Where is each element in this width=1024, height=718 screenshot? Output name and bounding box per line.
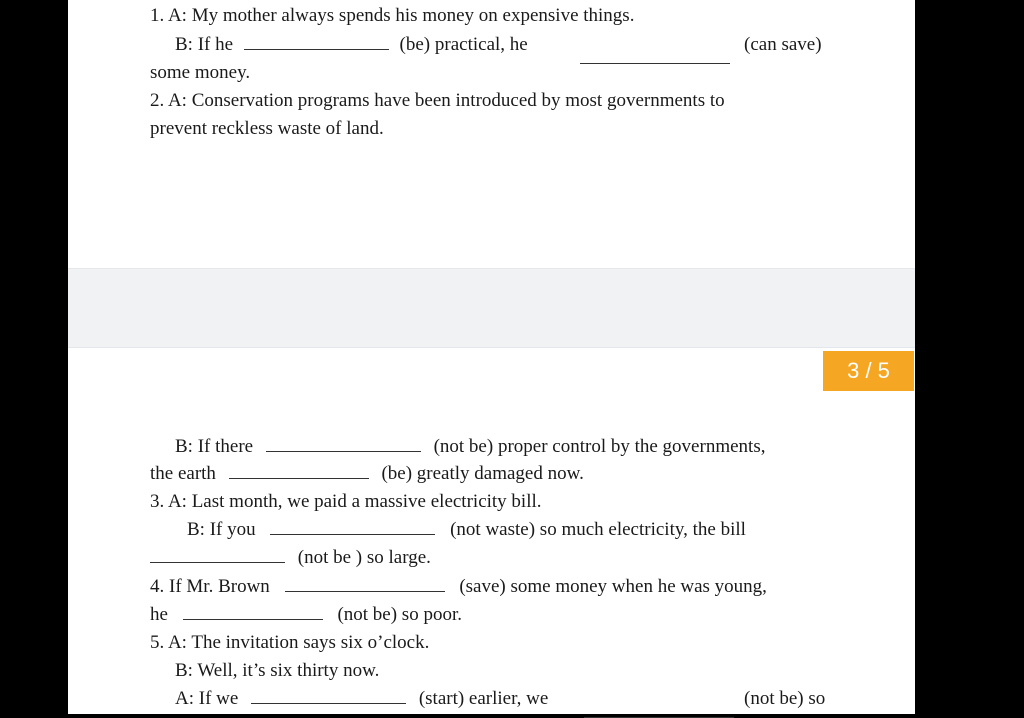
q3-b-pre: B: If you (187, 519, 256, 540)
worksheet-page-top (68, 0, 915, 268)
page-indicator: 3 / 5 (823, 351, 914, 391)
blank-q2-2[interactable] (229, 462, 369, 479)
q5-line-a: 5. A: The invitation says six o’clock. (150, 632, 430, 653)
blank-q1-1[interactable] (244, 33, 389, 50)
q1-b-pre: B: If he (175, 34, 234, 55)
q1-b-end: (can save) (744, 34, 822, 55)
blank-q4-2[interactable] (183, 603, 323, 620)
worksheet-page-bottom (68, 348, 915, 714)
q5-a2-mid: (start) earlier, we (418, 688, 549, 709)
q5-a2-end: (not be) so (744, 688, 826, 709)
q5-line-b: B: Well, it’s six thirty now. (175, 660, 380, 681)
blank-q4-1[interactable] (285, 575, 445, 592)
q2b-line2-end: (be) greatly damaged now. (381, 463, 584, 484)
q5-line-a2 (175, 687, 548, 711)
q4-line2-end: (not be) so poor. (337, 604, 462, 625)
q4-pre: 4. If Mr. Brown (150, 576, 270, 597)
q3-line3-end: (not be ) so large. (297, 547, 431, 568)
blank-q5-1[interactable] (251, 687, 406, 704)
q3-line-a: 3. A: Last month, we paid a massive electricity bill. (150, 491, 542, 512)
q2b-line-2 (150, 462, 584, 486)
q3-b-end: (not waste) so much electricity, the bill (450, 519, 746, 540)
q1-b-mid: (be) practical, he (399, 34, 528, 55)
blank-q3-1[interactable] (270, 518, 435, 535)
q2-line-a2: prevent reckless waste of land. (150, 118, 384, 139)
blank-q1-2[interactable] (580, 47, 730, 64)
q2b-pre: B: If there (175, 436, 254, 457)
q2-line-a1: 2. A: Conservation programs have been introduced by most governments to (150, 90, 725, 111)
q3-line-b (187, 518, 746, 542)
blank-q5-2[interactable] (584, 701, 734, 718)
q1-line-b (175, 33, 528, 57)
page-separator (68, 268, 915, 348)
blank-q3-2[interactable] (150, 546, 285, 563)
q4-end: (save) some money when he was young, (459, 576, 767, 597)
q3-line-3 (150, 546, 431, 570)
q1-line-cont: some money. (150, 62, 251, 83)
q4-line-2 (150, 603, 462, 627)
q5-a2-pre: A: If we (175, 688, 239, 709)
q4-line2-pre: he (150, 604, 168, 625)
q2b-line-1 (175, 435, 765, 459)
blank-q2-1[interactable] (266, 435, 421, 452)
q1-line-a: 1. A: My mother always spends his money on expensive things. (150, 5, 635, 26)
q2b-end: (not be) proper control by the governments, (433, 436, 766, 457)
q4-line-1 (150, 575, 767, 599)
q2b-line2-pre: the earth (150, 463, 216, 484)
